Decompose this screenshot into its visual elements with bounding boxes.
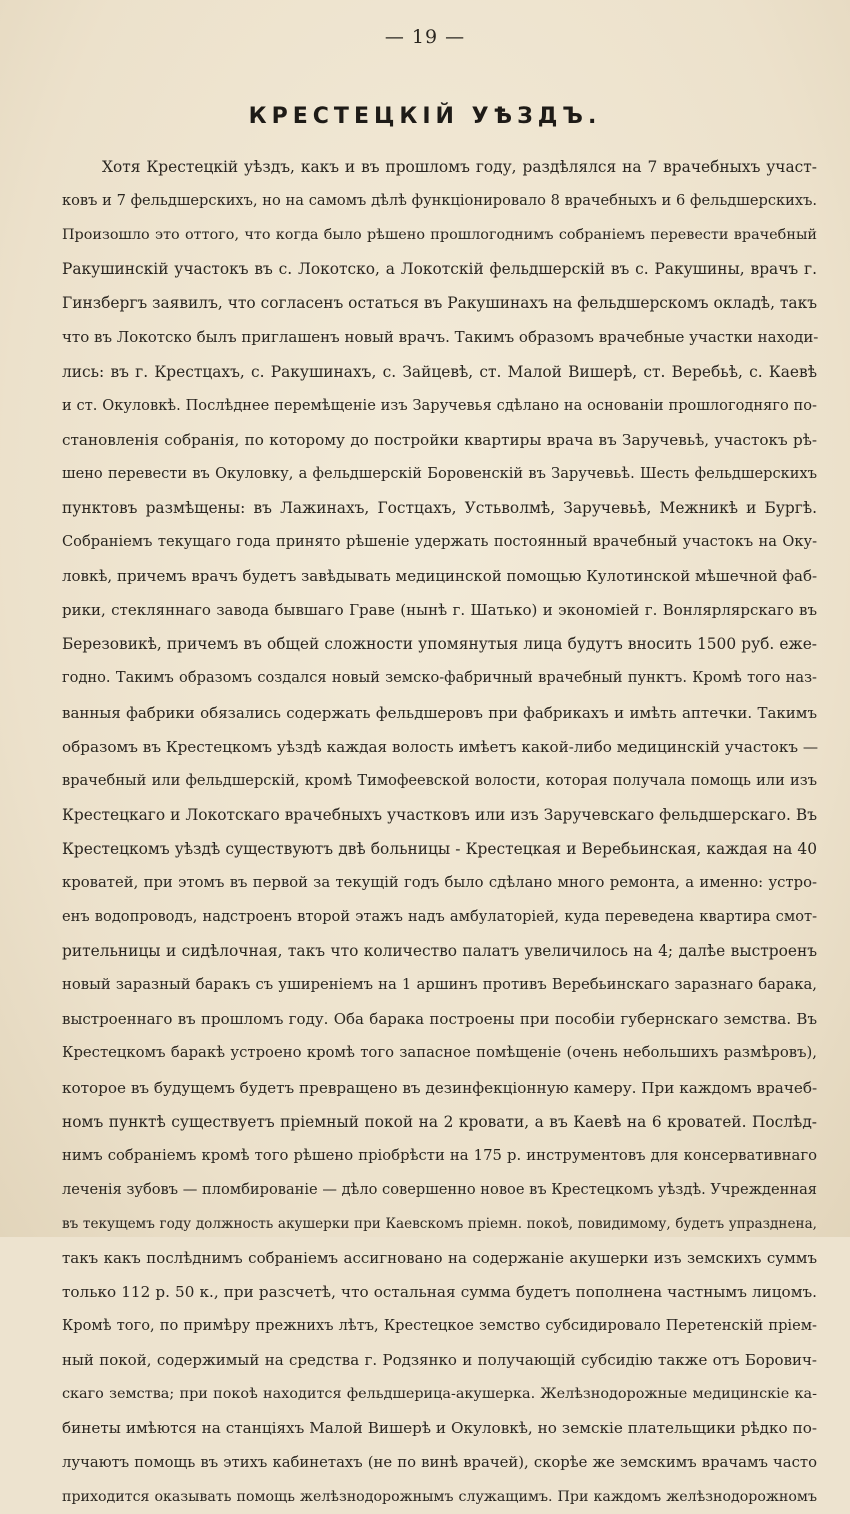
section-heading: КРЕСТЕЦКІЙ УѢЗДЪ. [248, 104, 602, 129]
text-line: ный покой, содержимый на средства г. Родзянко и получающій субсидію также отъ Борович- [62, 1351, 817, 1370]
text-line: нимъ собраніемъ кромѣ того рѣшено пріобрѣсти на 175 р. инструментовъ для консервативнаго [62, 1146, 817, 1164]
text-line: Произошло это оттого, что когда было рѣшено прошлогоднимъ собраніемъ перевести врачебный [62, 227, 817, 244]
text-line: Собраніемъ текущаго года принято рѣшеніе удержать постоянный врачебный участокъ на Оку- [62, 533, 817, 551]
text-line: образомъ въ Крестецкомъ уѣздѣ каждая волость имѣетъ какой-либо медицинскій участокъ — [62, 737, 819, 756]
text-line: становленія собранія, по которому до постройки квартиры врача въ Заручевьѣ, участокъ рѣ- [62, 430, 817, 449]
text-line: скаго земства; при покоѣ находится фельдшерица-акушерка. Желѣзнодорожные медицинскіе ка- [62, 1386, 817, 1403]
text-line: ловкѣ, причемъ врачъ будетъ завѣдывать медицинской помощью Кулотинской мѣшечной фаб- [62, 567, 818, 586]
text-line: которое въ будущемъ будетъ превращено въ дезинфекціонную камеру. При каждомъ врачеб- [62, 1078, 818, 1097]
text-line: енъ водопроводъ, надстроенъ второй этажъ надъ амбулаторіей, куда переведена квартира смот- [62, 908, 817, 926]
text-line: леченія зубовъ — пломбированіе — дѣло совершенно новое въ Крестецкомъ уѣздѣ. Учрежденная [62, 1180, 817, 1198]
text-line: Кромѣ того, по примѣру прежнихъ лѣтъ, Крестецкое земство субсидировало Перетенскій пріем- [62, 1317, 817, 1335]
text-line: ванныя фабрики обязались содержать фельдшеровъ при фабрикахъ и имѣть аптечки. Такимъ [62, 703, 817, 722]
text-line: годно. Такимъ образомъ создался новый земско-фабричный врачебный пунктъ. Кромѣ того наз- [62, 669, 817, 687]
text-line: лучаютъ помощь въ этихъ кабинетахъ (не по винѣ врачей), скорѣе же земскимъ врачамъ часто [62, 1453, 817, 1471]
text-line: врачебный или фельдшерскій, кромѣ Тимофеевской волости, которая получала помощь или изъ [62, 771, 817, 789]
text-line: Гинзбергъ заявилъ, что согласенъ остаться въ Ракушинахъ на фельдшерскомъ окладѣ, такъ [62, 294, 817, 313]
body-text [62, 150, 817, 1514]
text-line: Ракушинскій участокъ въ с. Локотско, а Локотскій фельдшерскій въ с. Ракушины, врачъ г. [62, 260, 817, 279]
text-line: лись: въ г. Крестцахъ, с. Ракушинахъ, с. Зайцевѣ, ст. Малой Вишерѣ, ст. Веребьѣ, с. Каевѣ [62, 362, 817, 381]
text-line: Хотя Крестецкій уѣздъ, какъ и въ прошломъ году, раздѣлялся на 7 врачебныхъ участ- [102, 158, 817, 176]
text-line: рительницы и сидѣлочная, такъ что количество палатъ увеличилось на 4; далѣе выстроенъ [62, 942, 817, 961]
text-line: въ текущемъ году должность акушерки при Каевскомъ пріемн. покоѣ, повидимому, будетъ упразднена, [62, 1215, 817, 1232]
text-line: Крестецкомъ баракѣ устроено кромѣ того запасное помѣщеніе (очень небольшихъ размѣровъ), [62, 1044, 817, 1062]
text-line: и ст. Окуловкѣ. Послѣднее перемѣщеніе изъ Заручевья сдѣлано на основаніи прошлогодняго по- [62, 396, 817, 414]
text-line: что въ Локотско былъ приглашенъ новый врачъ. Такимъ образомъ врачебные участки находи- [62, 328, 819, 347]
text-line: Березовикѣ, причемъ въ общей сложности упомянутыя лица будутъ вносить 1500 руб. еже- [62, 635, 817, 654]
text-line: кроватей, при этомъ въ первой за текущій годъ было сдѣлано много ремонта, а именно: устро- [62, 873, 817, 891]
text-line: только 112 р. 50 к., при разсчетѣ, что остальная сумма будетъ пополнена частнымъ лицомъ. [62, 1283, 817, 1302]
text-line: новый заразный баракъ съ уширеніемъ на 1 аршинъ противъ Веребьинскаго заразнаго барака, [62, 976, 817, 994]
text-line: номъ пунктѣ существуетъ пріемный покой на 2 кровати, а въ Каевѣ на 6 кроватей. Послѣд- [62, 1112, 817, 1131]
text-line: Крестецкомъ уѣздѣ существуютъ двѣ больницы - Крестецкая и Веребьинская, каждая на 40 [62, 839, 817, 858]
text-line: бинеты имѣются на станціяхъ Малой Вишерѣ и Окуловкѣ, но земскіе плательщики рѣдко по- [62, 1419, 817, 1438]
page-number: — 19 — [384, 26, 466, 48]
text-line: пунктовъ размѣщены: въ Лажинахъ, Гостцахъ, Устьволмѣ, Заручевьѣ, Межникѣ и Бургѣ. [62, 498, 817, 517]
text-line: Крестецкаго и Локотскаго врачебныхъ участковъ или изъ Заручевскаго фельдшерскаго. Въ [62, 805, 817, 824]
text-line: ковъ и 7 фельдшерскихъ, но на самомъ дѣлѣ функціонировало 8 врачебныхъ и 6 фельдшерскихъ. [62, 192, 817, 210]
text-line: приходится оказывать помощь желѣзнодорожнымъ служащимъ. При каждомъ желѣзнодорожномъ [62, 1488, 817, 1505]
text-line: выстроеннаго въ прошломъ году. Оба барака построены при пособіи губернскаго земства. Въ [62, 1010, 817, 1029]
text-line: рики, стекляннаго завода бывшаго Граве (нынѣ г. Шатько) и экономіей г. Вонлярлярскаго въ [62, 601, 817, 620]
text-line: шено перевести въ Окуловку, а фельдшерскій Боровенскій въ Заручевьѣ. Шесть фельдшерскихъ [62, 464, 817, 482]
text-line: такъ какъ послѣднимъ собраніемъ ассигновано на содержаніе акушерки изъ земскихъ суммъ [62, 1249, 817, 1267]
